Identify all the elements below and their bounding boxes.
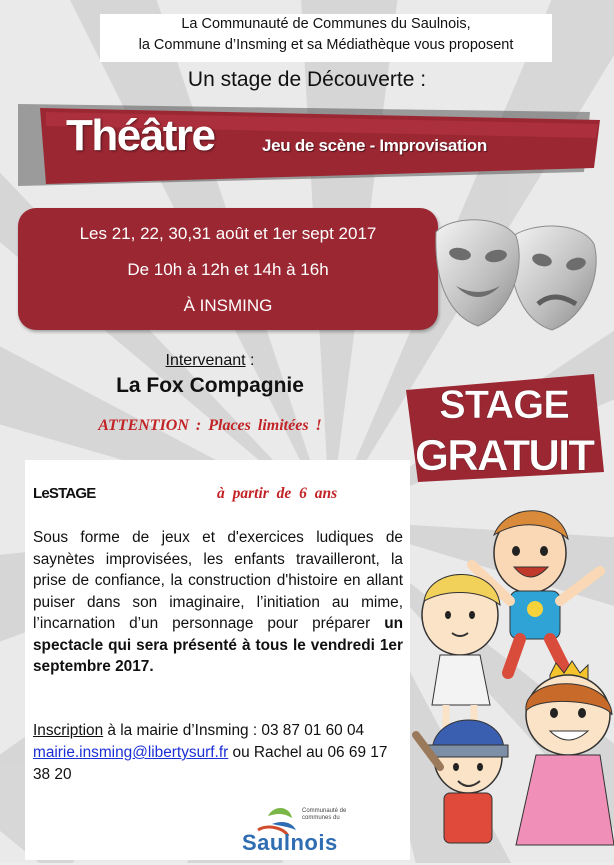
inscription-text-1: à la mairie d’Insming : 03 87 01 60 04 [103,722,365,739]
stage-description-text: Sous forme de jeux et d'exercices ludiques de saynètes improvisées, les enfants travailleront, la prise de confiance, la construction d'histoire en allant puiser dans son imaginaire, l’initiation au mime, l’incarnation d’un personnage pour préparer [33,529,403,632]
girl-character [422,574,500,731]
stage-description-bold: un spectacle qui sera présenté à tous le vendredi 1er septembre 2017. [33,615,403,675]
schedule-hours: De 10h à 12h et 14h à 16h [127,260,329,279]
organizer-line-2: la Commune d’Insming et sa Médiathèque vous proposent [138,37,514,53]
email-link[interactable]: mairie.insming@libertysurf.fr [33,744,229,761]
intervenant-name: La Fox Compagnie [116,374,304,397]
stamp-line-1: STAGE [439,383,569,427]
theatre-masks-icon [430,212,600,342]
intervenant-label [0,352,420,370]
schedule-dates: Les 21, 22, 30,31 août et 1er sept 2017 [79,224,377,243]
princess-character [516,661,614,845]
inscription-label: Inscription [33,722,104,739]
organizer-line-1: La Communauté de Communes du Saulnois, [181,16,471,32]
schedule-place: À INSMING [183,296,273,315]
inscription-text-2: ou Rachel au 06 69 17 38 20 [33,744,388,783]
stage-description [33,527,403,678]
logo-small-text: Communauté de communes du [302,808,347,821]
stage-label: LeSTAGE [33,485,96,502]
organizer-header [100,14,552,62]
attention-notice: ATTENTION : Places limitées ! [98,417,322,434]
inscription-info [33,720,403,786]
children-illustration [410,505,614,863]
free-stage-stamp [398,360,612,490]
schedule-box [18,208,438,330]
stage-subtitle: Un stage de Découverte : [187,68,427,91]
stamp-line-2: GRATUIT [414,431,594,480]
knight-character [416,720,508,843]
logo-name: Saulnois [242,830,338,855]
age-requirement: à partir de 6 ans [217,485,338,502]
intervenant-colon: : [245,352,255,369]
banner-title: Théâtre [66,111,215,160]
intervenant-label-text: Intervenant [165,352,246,369]
saulnois-logo [238,802,368,860]
banner-subtitle: Jeu de scène - Improvisation [262,136,487,155]
